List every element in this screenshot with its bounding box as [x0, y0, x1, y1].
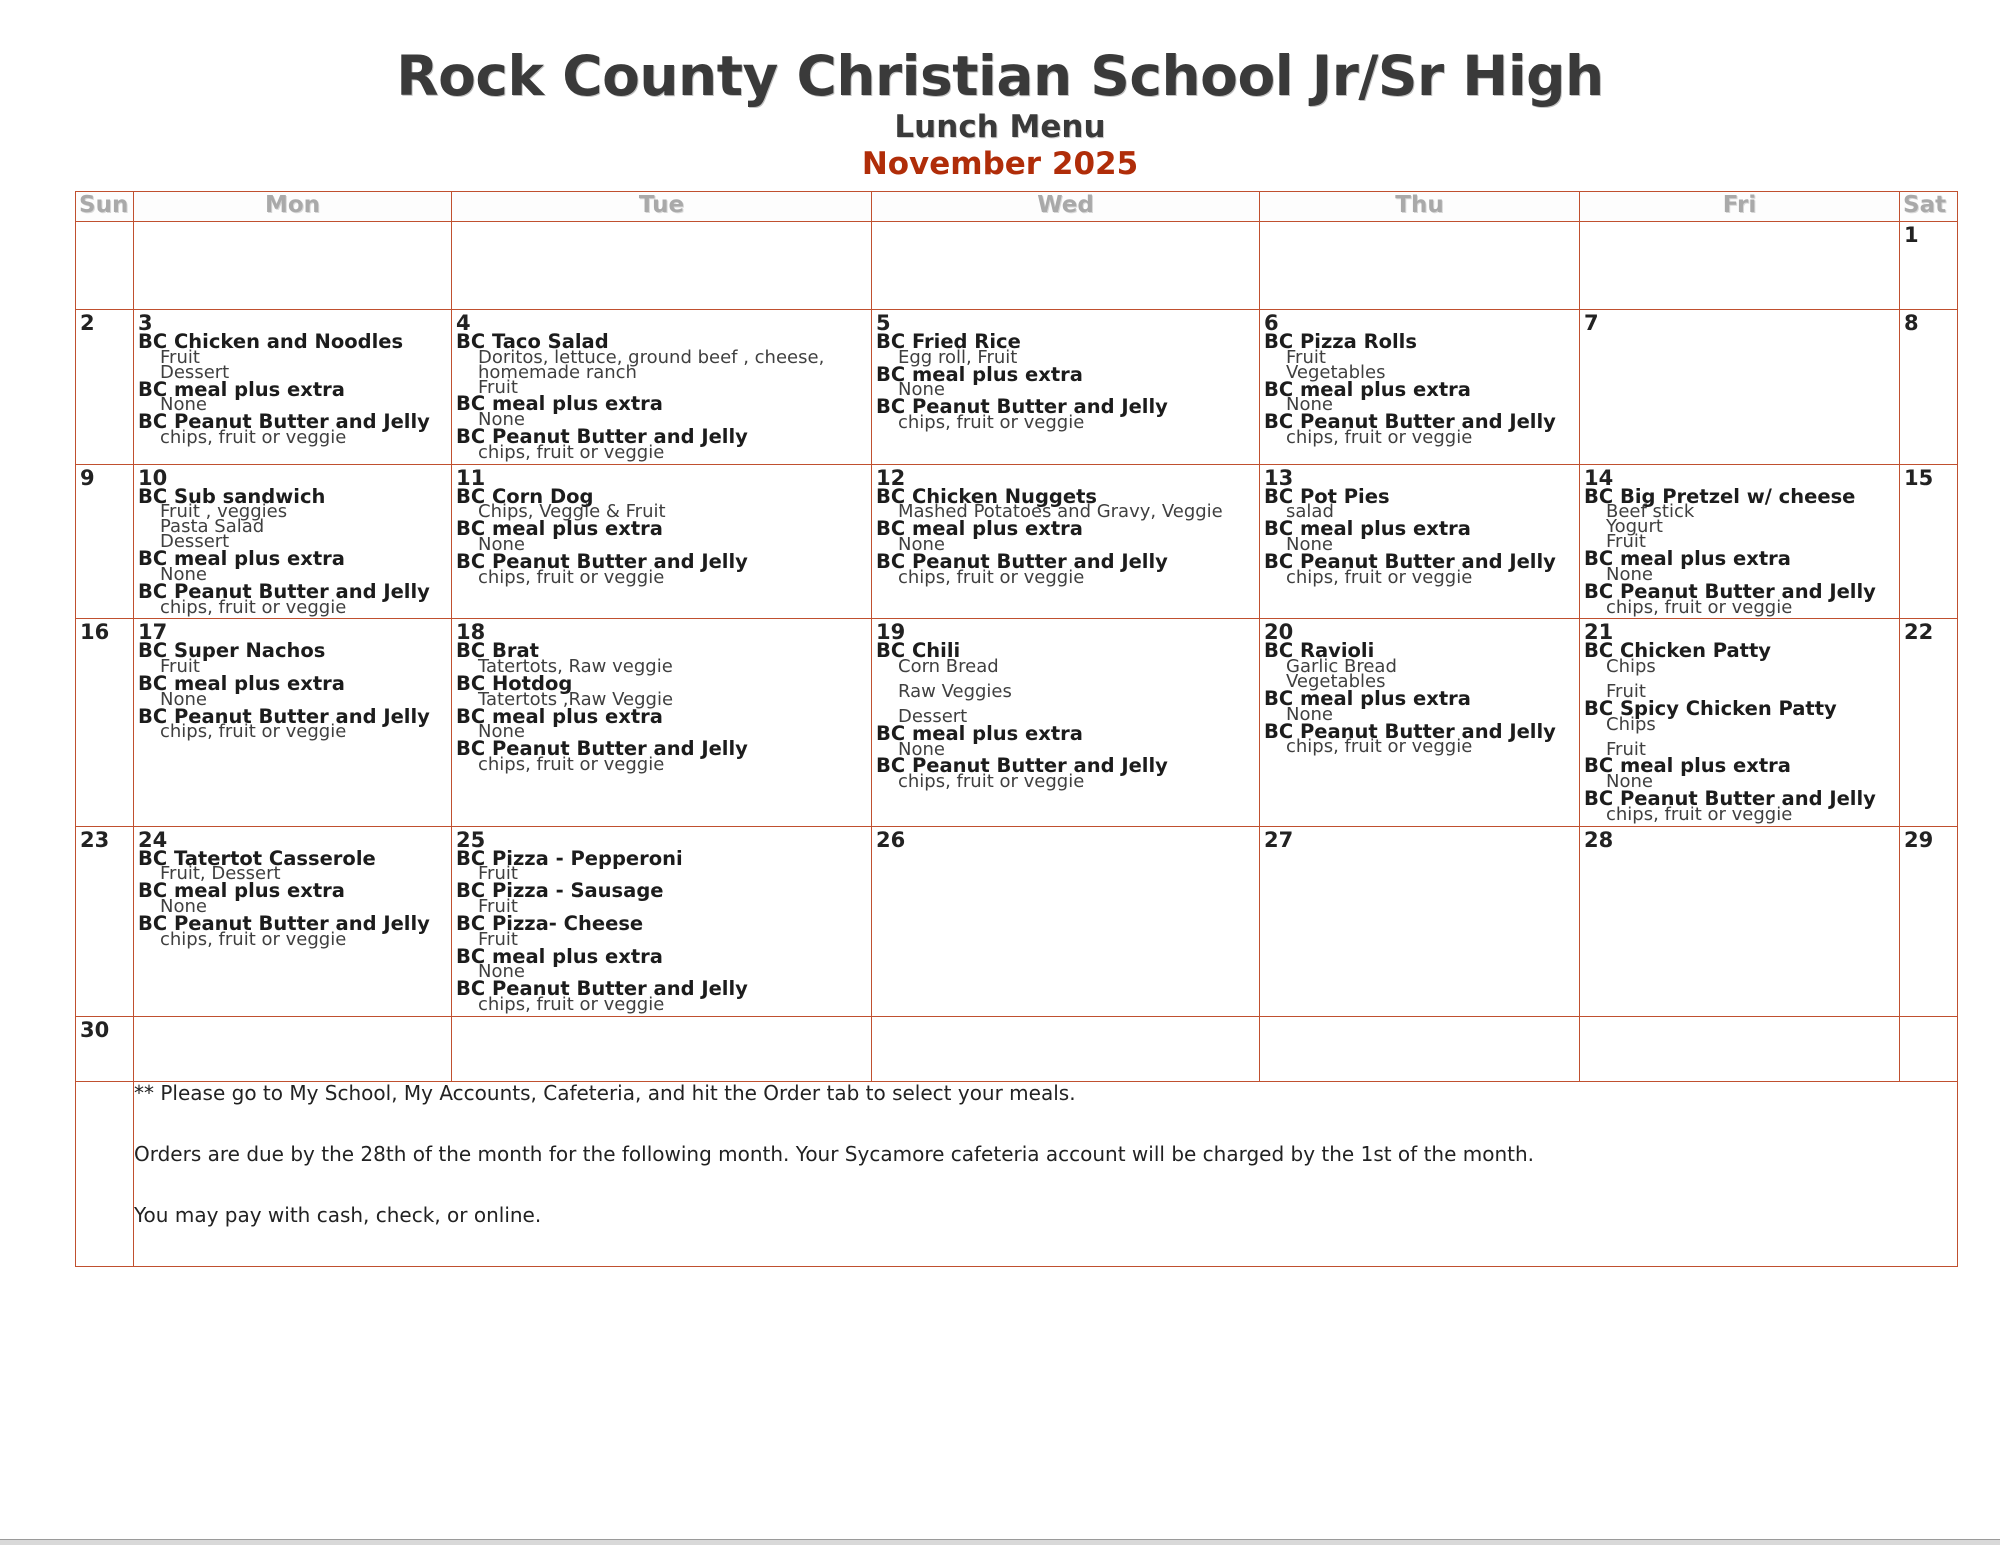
day-cell-6[interactable]: [1260, 310, 1580, 465]
day-number: 18: [456, 620, 486, 645]
menu-item-sub: Dessert: [898, 705, 968, 727]
menu-item-main: BC Peanut Butter and Jelly: [138, 704, 430, 728]
menu-item-sub: Egg roll, Fruit: [898, 346, 1018, 368]
day-number: [452, 1017, 871, 1020]
menu-item-main: BC meal plus extra: [876, 517, 1083, 541]
dow-header-tue: Tue: [452, 192, 872, 222]
menu-item-main: BC Big Pretzel w/ cheese: [1584, 484, 1856, 508]
day-number: 2: [80, 311, 95, 336]
page-title: Rock County Christian School Jr/Sr High: [396, 44, 1604, 108]
day-number: 13: [1264, 465, 1294, 490]
menu-item-main: BC Chicken Patty: [1584, 639, 1772, 663]
menu-item-sub: Fruit: [1286, 346, 1326, 368]
dow-header-mon: Mon: [134, 192, 452, 222]
day-number: [1260, 1017, 1579, 1020]
day-number: 25: [456, 827, 486, 852]
menu-item-sub: None: [478, 534, 525, 556]
menu-item-sub: homemade ranch: [478, 361, 637, 383]
day-number: [134, 222, 451, 225]
menu-item-sub: chips, fruit or veggie: [478, 441, 665, 463]
menu-item-sub: Chips, Veggie & Fruit: [478, 501, 666, 523]
day-number: 28: [1584, 827, 1614, 852]
menu-item-main: BC Pizza- Cheese: [456, 911, 644, 935]
menu-item-sub: chips, fruit or veggie: [160, 721, 347, 743]
day-menu-list: [134, 846, 451, 951]
day-menu-list: [452, 846, 871, 1016]
day-menu-list: [872, 484, 1259, 589]
day-cell-empty[interactable]: [1580, 222, 1900, 310]
menu-item-sub: Fruit: [1606, 738, 1646, 760]
menu-item-sub: chips, fruit or veggie: [898, 566, 1085, 588]
dow-header-sat: Sat: [1900, 192, 1958, 222]
menu-item-sub: Garlic Bread: [1286, 656, 1397, 678]
menu-item-main: BC meal plus extra: [138, 377, 345, 401]
day-menu-list: [1580, 639, 1899, 825]
menu-item-sub: None: [1286, 534, 1333, 556]
menu-item-main: BC Peanut Butter and Jelly: [456, 425, 748, 449]
day-cell-18[interactable]: [452, 619, 872, 826]
menu-item-sub: chips, fruit or veggie: [478, 993, 665, 1015]
day-cell-29[interactable]: [1900, 826, 1958, 1016]
menu-item-sub: Dessert: [160, 531, 230, 553]
dow-header-wed: Wed: [872, 192, 1260, 222]
day-cell-23[interactable]: [76, 826, 134, 1016]
menu-item-sub: None: [898, 534, 945, 556]
menu-item-main: BC meal plus extra: [138, 879, 345, 903]
day-menu-list: [1260, 330, 1579, 449]
day-number: 26: [876, 827, 906, 852]
menu-item-sub: chips, fruit or veggie: [1606, 803, 1793, 825]
day-cell-empty[interactable]: [872, 1016, 1260, 1081]
day-cell-3[interactable]: [134, 310, 452, 465]
menu-item-sub: None: [1286, 394, 1333, 416]
menu-item-sub: Fruit: [478, 863, 518, 885]
month-year-label: November 2025: [861, 146, 1139, 183]
menu-item-sub: Pasta Salad: [160, 516, 265, 538]
menu-item-main: BC meal plus extra: [1264, 686, 1471, 710]
page-subtitle: Lunch Menu: [894, 108, 1106, 145]
menu-item-sub: Fruit: [160, 656, 200, 678]
day-cell-2[interactable]: [76, 310, 134, 465]
menu-item-main: BC Peanut Butter and Jelly: [456, 737, 748, 761]
day-cell-16[interactable]: [76, 619, 134, 826]
menu-item-main: BC Peanut Butter and Jelly: [138, 579, 430, 603]
menu-item-sub: Chips: [1606, 713, 1656, 735]
menu-item-main: BC meal plus extra: [1264, 517, 1471, 541]
header-block: [0, 0, 2000, 183]
day-number: 5: [876, 311, 891, 336]
menu-item-sub: Yogurt: [1606, 516, 1663, 538]
menu-item-main: BC Pizza - Sausage: [456, 879, 664, 903]
day-cell-20[interactable]: [1260, 619, 1580, 826]
day-cell-17[interactable]: [134, 619, 452, 826]
day-number: 21: [1584, 620, 1614, 645]
day-cell-14[interactable]: [1580, 464, 1900, 619]
menu-item-main: BC Tatertot Casserole: [138, 846, 376, 870]
menu-item-main: BC Corn Dog: [456, 484, 594, 508]
menu-item-sub: None: [898, 379, 945, 401]
menu-item-sub: None: [478, 961, 525, 983]
day-number: 17: [138, 620, 168, 645]
day-number: 29: [1904, 827, 1934, 852]
menu-item-sub: Doritos, lettuce, ground beef , cheese,: [478, 346, 825, 368]
day-menu-list: [872, 330, 1259, 434]
day-cell-10[interactable]: [134, 464, 452, 619]
calendar-week-row: [76, 826, 1958, 1016]
menu-item-sub: None: [160, 688, 207, 710]
calendar-header-row: [76, 192, 1958, 222]
menu-item-sub: chips, fruit or veggie: [160, 596, 347, 618]
day-cell-8[interactable]: [1900, 310, 1958, 465]
day-number: 14: [1584, 465, 1614, 490]
menu-item-sub: Tatertots ,Raw Veggie: [478, 688, 674, 710]
menu-item-sub: chips, fruit or veggie: [1606, 596, 1793, 618]
menu-item-main: BC Peanut Butter and Jelly: [1264, 410, 1556, 434]
day-cell-27[interactable]: [1260, 826, 1580, 1016]
day-menu-list: [1580, 484, 1899, 619]
day-number: 16: [80, 620, 110, 645]
notes-cell: [134, 1081, 1958, 1266]
day-cell-13[interactable]: [1260, 464, 1580, 619]
menu-item-main: BC Peanut Butter and Jelly: [456, 977, 748, 1001]
day-cell-empty[interactable]: [1260, 222, 1580, 310]
day-menu-list: [452, 484, 871, 589]
day-cell-empty[interactable]: [1260, 1016, 1580, 1081]
menu-item-main: BC Peanut Butter and Jelly: [138, 911, 430, 935]
day-cell-21[interactable]: [1580, 619, 1900, 826]
menu-item-sub: None: [478, 721, 525, 743]
day-cell-empty[interactable]: [134, 222, 452, 310]
menu-item-sub: chips, fruit or veggie: [1286, 566, 1473, 588]
day-cell-empty[interactable]: [872, 222, 1260, 310]
day-number: 10: [138, 465, 168, 490]
menu-item-sub: Corn Bread: [898, 656, 999, 678]
day-number: 19: [876, 620, 906, 645]
menu-item-sub: Raw Veggies: [898, 681, 1012, 703]
day-cell-empty[interactable]: [1580, 1016, 1900, 1081]
day-menu-list: [134, 330, 451, 449]
dow-header-sun: Sun: [76, 192, 134, 222]
calendar-week-row: [76, 1016, 1958, 1081]
day-menu-list: [452, 639, 871, 776]
menu-item-main: BC Chili: [876, 639, 961, 663]
day-cell-1[interactable]: [1900, 222, 1958, 310]
day-number: 15: [1904, 465, 1934, 490]
menu-item-sub: salad: [1286, 501, 1334, 523]
day-number: 24: [138, 827, 168, 852]
menu-item-main: BC Peanut Butter and Jelly: [1264, 549, 1556, 573]
menu-item-sub: None: [160, 563, 207, 585]
calendar-wrapper: [0, 183, 2000, 1267]
menu-item-sub: None: [1606, 563, 1653, 585]
menu-item-sub: Chips: [1606, 656, 1656, 678]
day-menu-list: [134, 484, 451, 619]
menu-item-main: BC Peanut Butter and Jelly: [456, 549, 748, 573]
day-cell-12[interactable]: [872, 464, 1260, 619]
menu-item-main: BC Super Nachos: [138, 639, 326, 663]
menu-item-sub: chips, fruit or veggie: [1286, 426, 1473, 448]
day-cell-empty[interactable]: [1900, 1016, 1958, 1081]
menu-item-main: BC meal plus extra: [138, 672, 345, 696]
menu-item-sub: Fruit, Dessert: [160, 863, 281, 885]
day-number: 4: [456, 311, 471, 336]
menu-item-main: BC Spicy Chicken Patty: [1584, 696, 1837, 720]
menu-item-sub: chips, fruit or veggie: [478, 754, 665, 775]
menu-item-main: BC Fried Rice: [876, 330, 1021, 354]
menu-item-main: BC meal plus extra: [1584, 547, 1791, 571]
menu-item-main: BC meal plus extra: [876, 721, 1083, 745]
menu-item-sub: None: [160, 394, 207, 416]
menu-item-sub: Vegetables: [1286, 361, 1386, 383]
day-number: 8: [1904, 311, 1919, 336]
day-cell-empty[interactable]: [76, 222, 134, 310]
menu-item-main: BC Peanut Butter and Jelly: [876, 549, 1168, 573]
menu-item-main: BC meal plus extra: [138, 547, 345, 571]
day-cell-7[interactable]: [1580, 310, 1900, 465]
menu-item-main: BC Pizza Rolls: [1264, 330, 1417, 354]
menu-item-main: BC Peanut Butter and Jelly: [1264, 719, 1556, 743]
day-cell-30[interactable]: [76, 1016, 134, 1081]
day-number: [76, 222, 133, 225]
menu-item-main: BC meal plus extra: [456, 704, 663, 728]
menu-item-sub: Fruit: [160, 346, 200, 368]
dow-header-fri: Fri: [1580, 192, 1900, 222]
menu-item-sub: Fruit: [478, 376, 518, 398]
day-number: [452, 222, 871, 225]
day-cell-empty[interactable]: [452, 1016, 872, 1081]
day-cell-19[interactable]: [872, 619, 1260, 826]
day-number: [1260, 222, 1579, 225]
calendar-footer: [76, 1081, 1958, 1266]
day-number: [1580, 1017, 1899, 1020]
menu-item-sub: Beef stick: [1606, 501, 1695, 523]
menu-item-main: BC Peanut Butter and Jelly: [1584, 787, 1876, 811]
day-number: [134, 1017, 451, 1020]
menu-item-sub: None: [1286, 703, 1333, 725]
menu-item-main: BC Peanut Butter and Jelly: [876, 754, 1168, 778]
menu-item-main: BC meal plus extra: [456, 944, 663, 968]
day-number: 20: [1264, 620, 1294, 645]
day-number: 6: [1264, 311, 1279, 336]
menu-item-main: BC Sub sandwich: [138, 484, 326, 508]
menu-item-sub: chips, fruit or veggie: [1286, 736, 1473, 758]
day-cell-15[interactable]: [1900, 464, 1958, 619]
day-cell-9[interactable]: [76, 464, 134, 619]
day-cell-5[interactable]: [872, 310, 1260, 465]
day-cell-empty[interactable]: [452, 222, 872, 310]
day-number: 3: [138, 311, 153, 336]
day-cell-26[interactable]: [872, 826, 1260, 1016]
menu-item-sub: Tatertots, Raw veggie: [478, 656, 673, 678]
calendar-week-row: [76, 619, 1958, 826]
menu-item-sub: None: [898, 738, 945, 760]
menu-item-main: BC Ravioli: [1264, 639, 1375, 663]
menu-item-main: BC Peanut Butter and Jelly: [1584, 579, 1876, 603]
day-cell-4[interactable]: [452, 310, 872, 465]
menu-item-sub: Mashed Potatoes and Gravy, Veggie: [898, 501, 1223, 523]
day-number: 23: [80, 827, 110, 852]
day-menu-list: [134, 639, 451, 743]
notes-spacer-cell: [76, 1081, 134, 1266]
menu-item-main: BC Peanut Butter and Jelly: [876, 395, 1168, 419]
menu-item-main: BC Chicken Nuggets: [876, 484, 1098, 508]
menu-item-sub: None: [160, 896, 207, 918]
note-paragraph-3: You may pay with cash, check, or online.: [134, 1202, 542, 1227]
day-number: 11: [456, 465, 486, 490]
menu-item-sub: Fruit: [478, 896, 518, 918]
menu-item-sub: chips, fruit or veggie: [478, 566, 665, 588]
note-paragraph-2: Orders are due by the 28th of the month for the following month. Your Sycamore cafeteria account will be charged by the 1st of the month.: [134, 1141, 1535, 1166]
day-cell-empty[interactable]: [134, 1016, 452, 1081]
menu-item-main: BC meal plus extra: [1264, 377, 1471, 401]
menu-item-sub: chips, fruit or veggie: [160, 426, 347, 448]
calendar-table: [75, 191, 1958, 1267]
day-number: [1900, 1017, 1957, 1020]
menu-item-main: BC meal plus extra: [456, 392, 663, 416]
calendar-week-row: [76, 464, 1958, 619]
day-cell-25[interactable]: [452, 826, 872, 1016]
dow-header-thu: Thu: [1260, 192, 1580, 222]
menu-item-sub: Vegetables: [1286, 671, 1386, 693]
day-number: [872, 1017, 1259, 1020]
day-cell-24[interactable]: [134, 826, 452, 1016]
day-cell-11[interactable]: [452, 464, 872, 619]
day-number: 27: [1264, 827, 1294, 852]
day-number: 9: [80, 465, 95, 490]
day-number: 12: [876, 465, 906, 490]
day-number: [1580, 222, 1899, 225]
day-number: 22: [1904, 620, 1934, 645]
menu-item-sub: None: [478, 409, 525, 431]
menu-item-sub: chips, fruit or veggie: [160, 928, 347, 950]
menu-item-main: BC Chicken and Noodles: [138, 330, 404, 354]
day-number: 30: [80, 1017, 110, 1042]
menu-item-sub: Fruit , veggies: [160, 501, 288, 523]
note-paragraph-1: ** Please go to My School, My Accounts, Cafeteria, and hit the Order tab to select your meals.: [134, 1080, 1076, 1105]
menu-item-main: BC Brat: [456, 639, 539, 663]
menu-item-main: BC Taco Salad: [456, 330, 609, 354]
menu-item-main: BC Pizza - Pepperoni: [456, 846, 683, 870]
menu-item-sub: None: [1606, 771, 1653, 793]
menu-item-sub: Dessert: [160, 361, 230, 383]
menu-item-sub: chips, fruit or veggie: [898, 412, 1085, 433]
menu-item-main: BC Peanut Butter and Jelly: [138, 410, 430, 434]
day-number: 1: [1904, 223, 1919, 248]
menu-item-main: BC meal plus extra: [876, 362, 1083, 386]
day-menu-list: [872, 639, 1259, 793]
menu-item-main: BC Hotdog: [456, 672, 573, 696]
day-number: 7: [1584, 311, 1599, 336]
menu-item-sub: Fruit: [1606, 531, 1646, 553]
menu-item-sub: chips, fruit or veggie: [898, 771, 1085, 793]
day-menu-list: [1260, 484, 1579, 589]
day-menu-list: [1260, 639, 1579, 758]
menu-item-main: BC meal plus extra: [456, 517, 663, 541]
calendar-week-row: [76, 222, 1958, 310]
day-cell-22[interactable]: [1900, 619, 1958, 826]
day-menu-list: [452, 330, 871, 464]
calendar-week-row: [76, 310, 1958, 465]
menu-item-sub: Fruit: [478, 928, 518, 950]
day-number: [872, 222, 1259, 225]
menu-item-main: BC meal plus extra: [1584, 754, 1791, 778]
menu-item-main: BC Pot Pies: [1264, 484, 1390, 508]
menu-item-sub: Fruit: [1606, 681, 1646, 703]
window-bottom-bar: [0, 1539, 2000, 1545]
day-cell-28[interactable]: [1580, 826, 1900, 1016]
